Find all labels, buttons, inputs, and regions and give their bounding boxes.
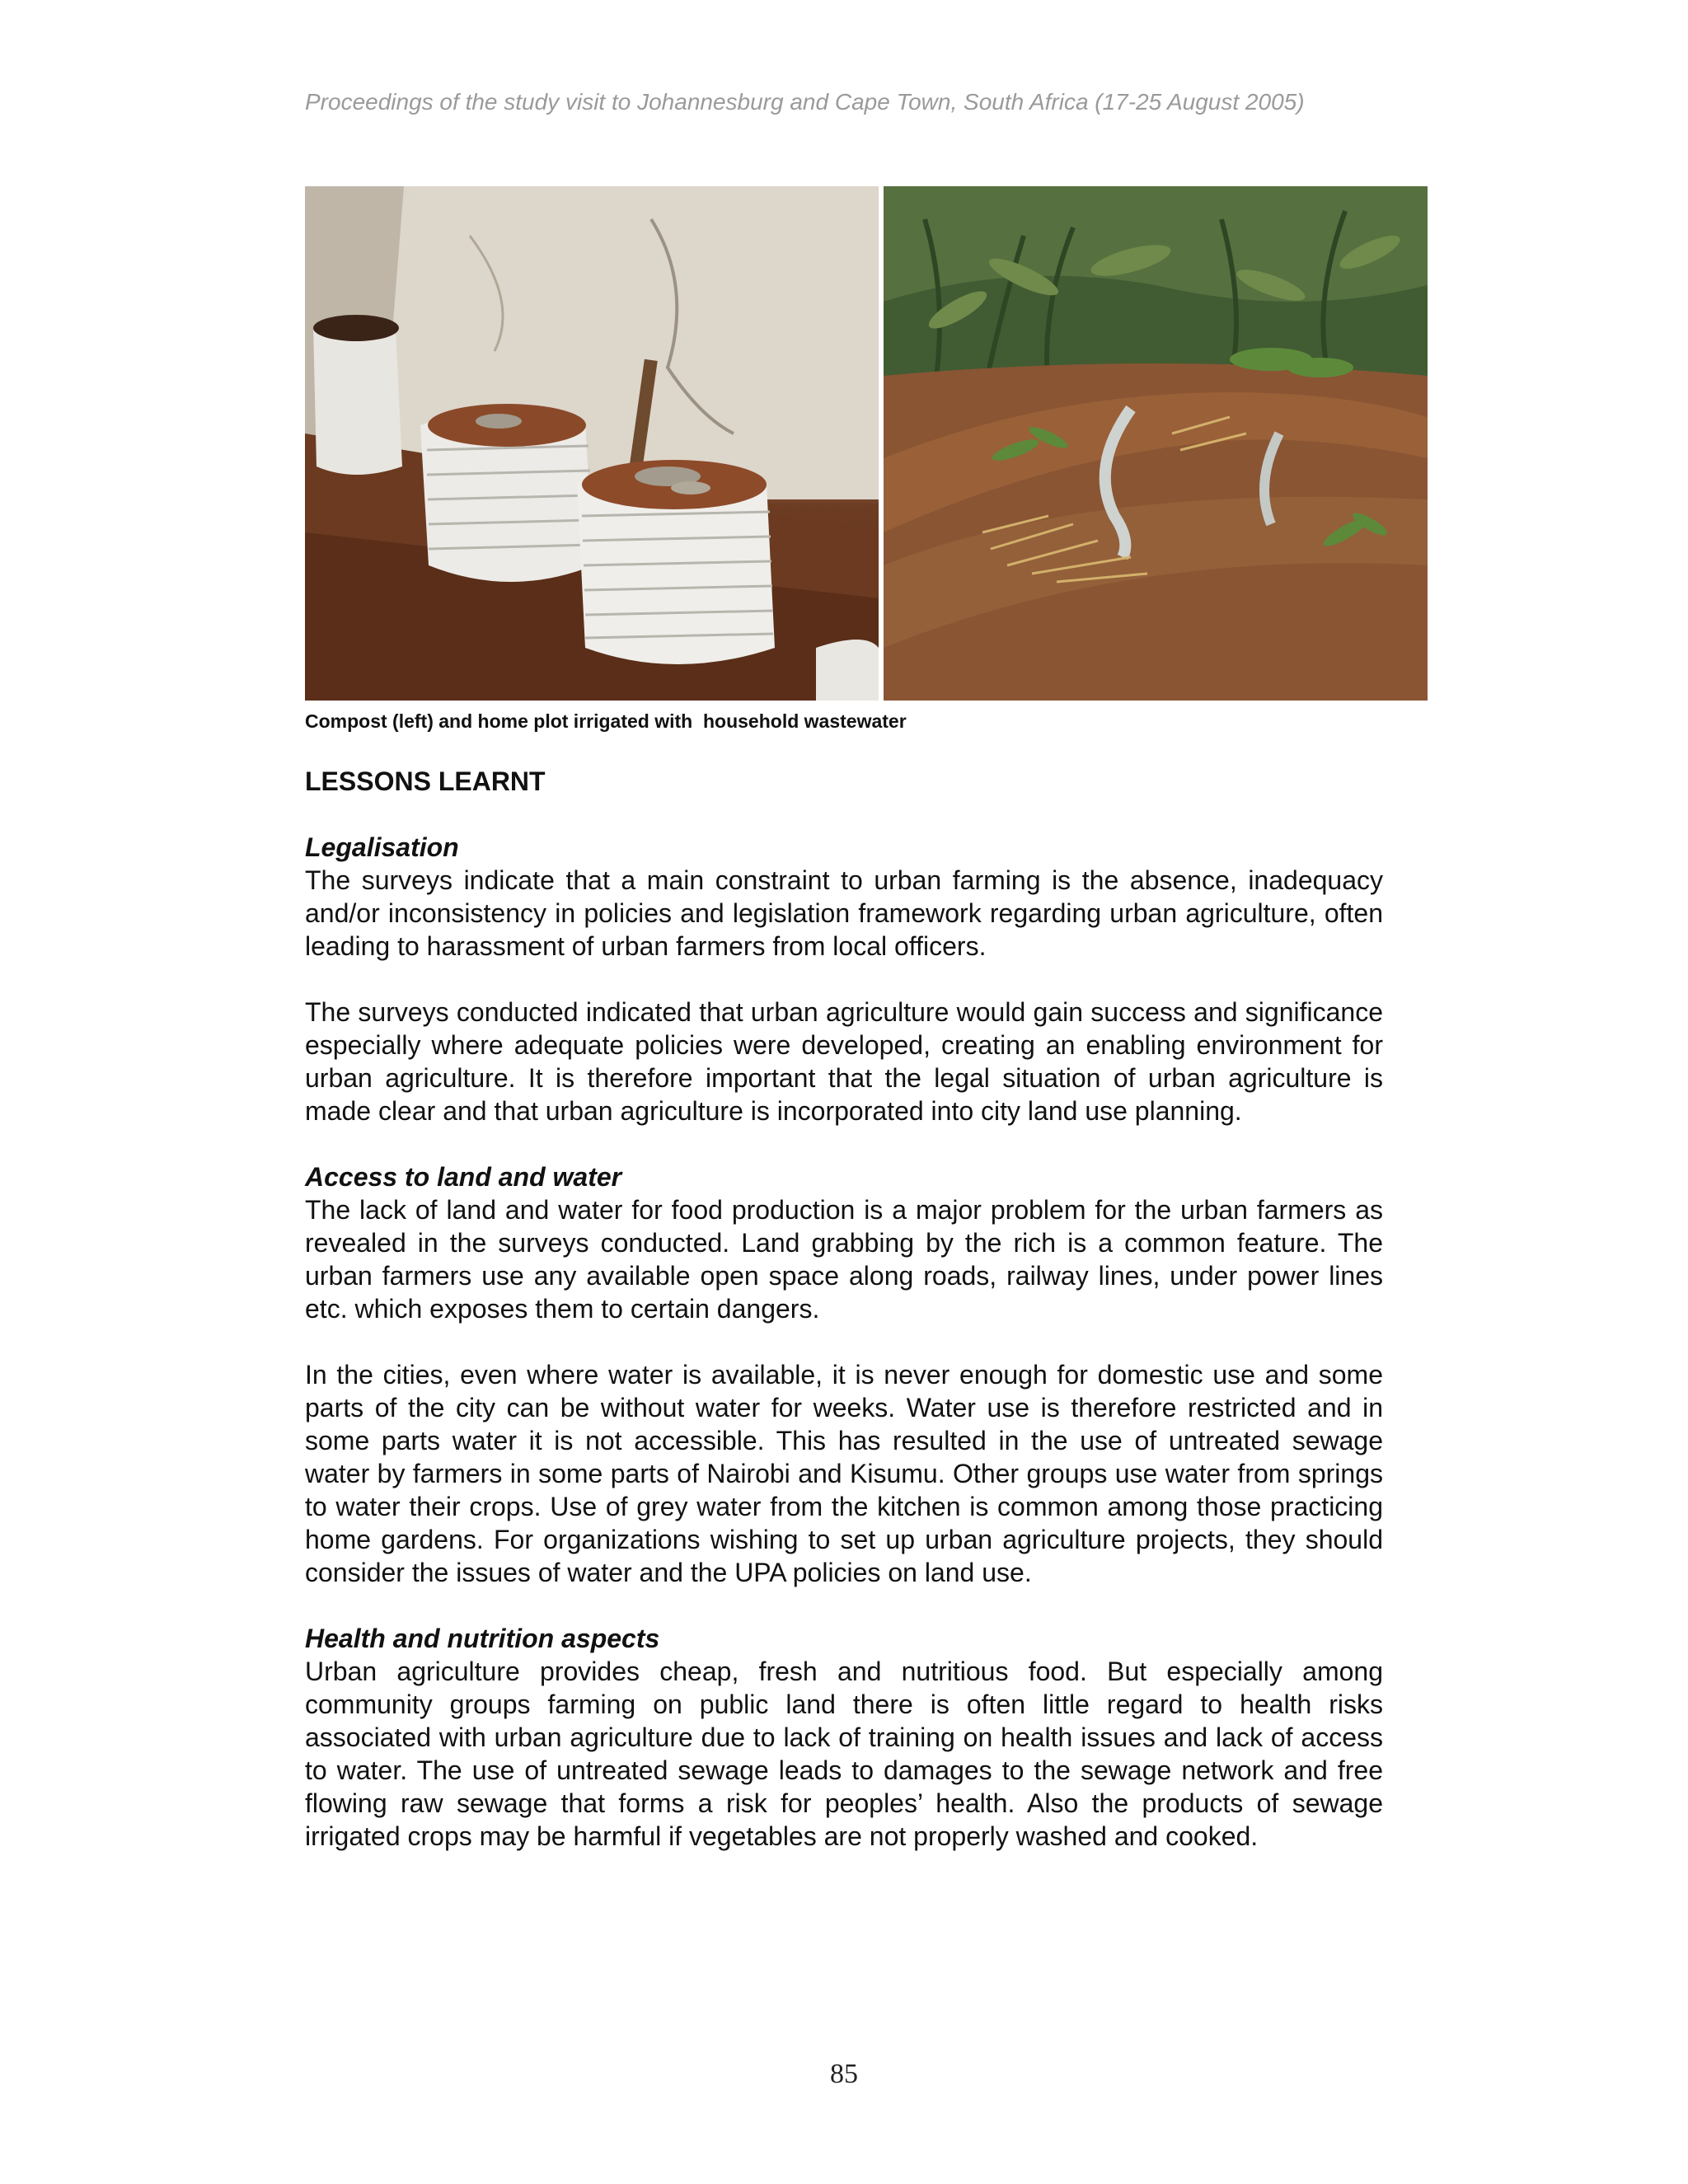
home-plot-photo (884, 186, 1428, 701)
paragraph: Urban agriculture provides cheap, fresh and nutritious food. But especially among community groups farming on public land there is often little regard to health risks associated with urban agriculture due to lack of training on health issues and lack of access to water. The use of untreated sewage leads to damages to the sewage network and free flowing raw sewage that forms a risk for peoples’ health. Also the products of sewage irrigated crops may be harmful if vegetables are not properly washed and cooked. (305, 1657, 1383, 1851)
running-header: Proceedings of the study visit to Johannesburg and Cape Town, South Africa (17-25 August 2005) (305, 89, 1305, 115)
paragraph: The lack of land and water for food production is a major problem for the urban farmers as revealed in the surveys conducted. Land grabbing by the rich is a common feature. The urban farmers use any available open space along roads, railway lines, under power lines etc. which exposes them to certain dangers. (305, 1195, 1383, 1324)
page-number: 85 (830, 2059, 858, 2089)
compost-photo (305, 186, 879, 701)
compost-photo-illustration (305, 186, 879, 701)
subheading-legalisation: Legalisation (305, 832, 459, 862)
figure-photos (305, 186, 1428, 709)
subheading-health-and-nutrition: Health and nutrition aspects (305, 1624, 660, 1653)
section-title: LESSONS LEARNT (305, 766, 546, 796)
subheading-access-to-land-and-water: Access to land and water (305, 1162, 622, 1192)
paragraph: The surveys indicate that a main constraint to urban farming is the absence, inadequacy and/or inconsistency in policies and legislation framework regarding urban agriculture, often leading to harassment of urban farmers from local officers. (305, 865, 1383, 961)
home-plot-photo-illustration (884, 186, 1428, 701)
body-content (305, 831, 1383, 1853)
figure-caption: Compost (left) and home plot irrigated with household wastewater (305, 710, 907, 732)
paragraph: The surveys conducted indicated that urban agriculture would gain success and significance especially where adequate policies were developed, creating an enabling environment for urban agriculture. It is therefore important that the legal situation of urban agriculture is made clear and that urban agriculture is incorporated into city land use planning. (305, 997, 1383, 1126)
paragraph: In the cities, even where water is available, it is never enough for domestic use and some parts of the city can be without water for weeks. Water use is therefore restricted and in some parts water it is not accessible. This has resulted in the use of untreated sewage water by farmers in some parts of Nairobi and Kisumu. Other groups use water from springs to water their crops. Use of grey water from the kitchen is common among those practicing home gardens. For organizations wishing to set up urban agriculture projects, they should consider the issues of water and the UPA policies on land use. (305, 1360, 1383, 1587)
